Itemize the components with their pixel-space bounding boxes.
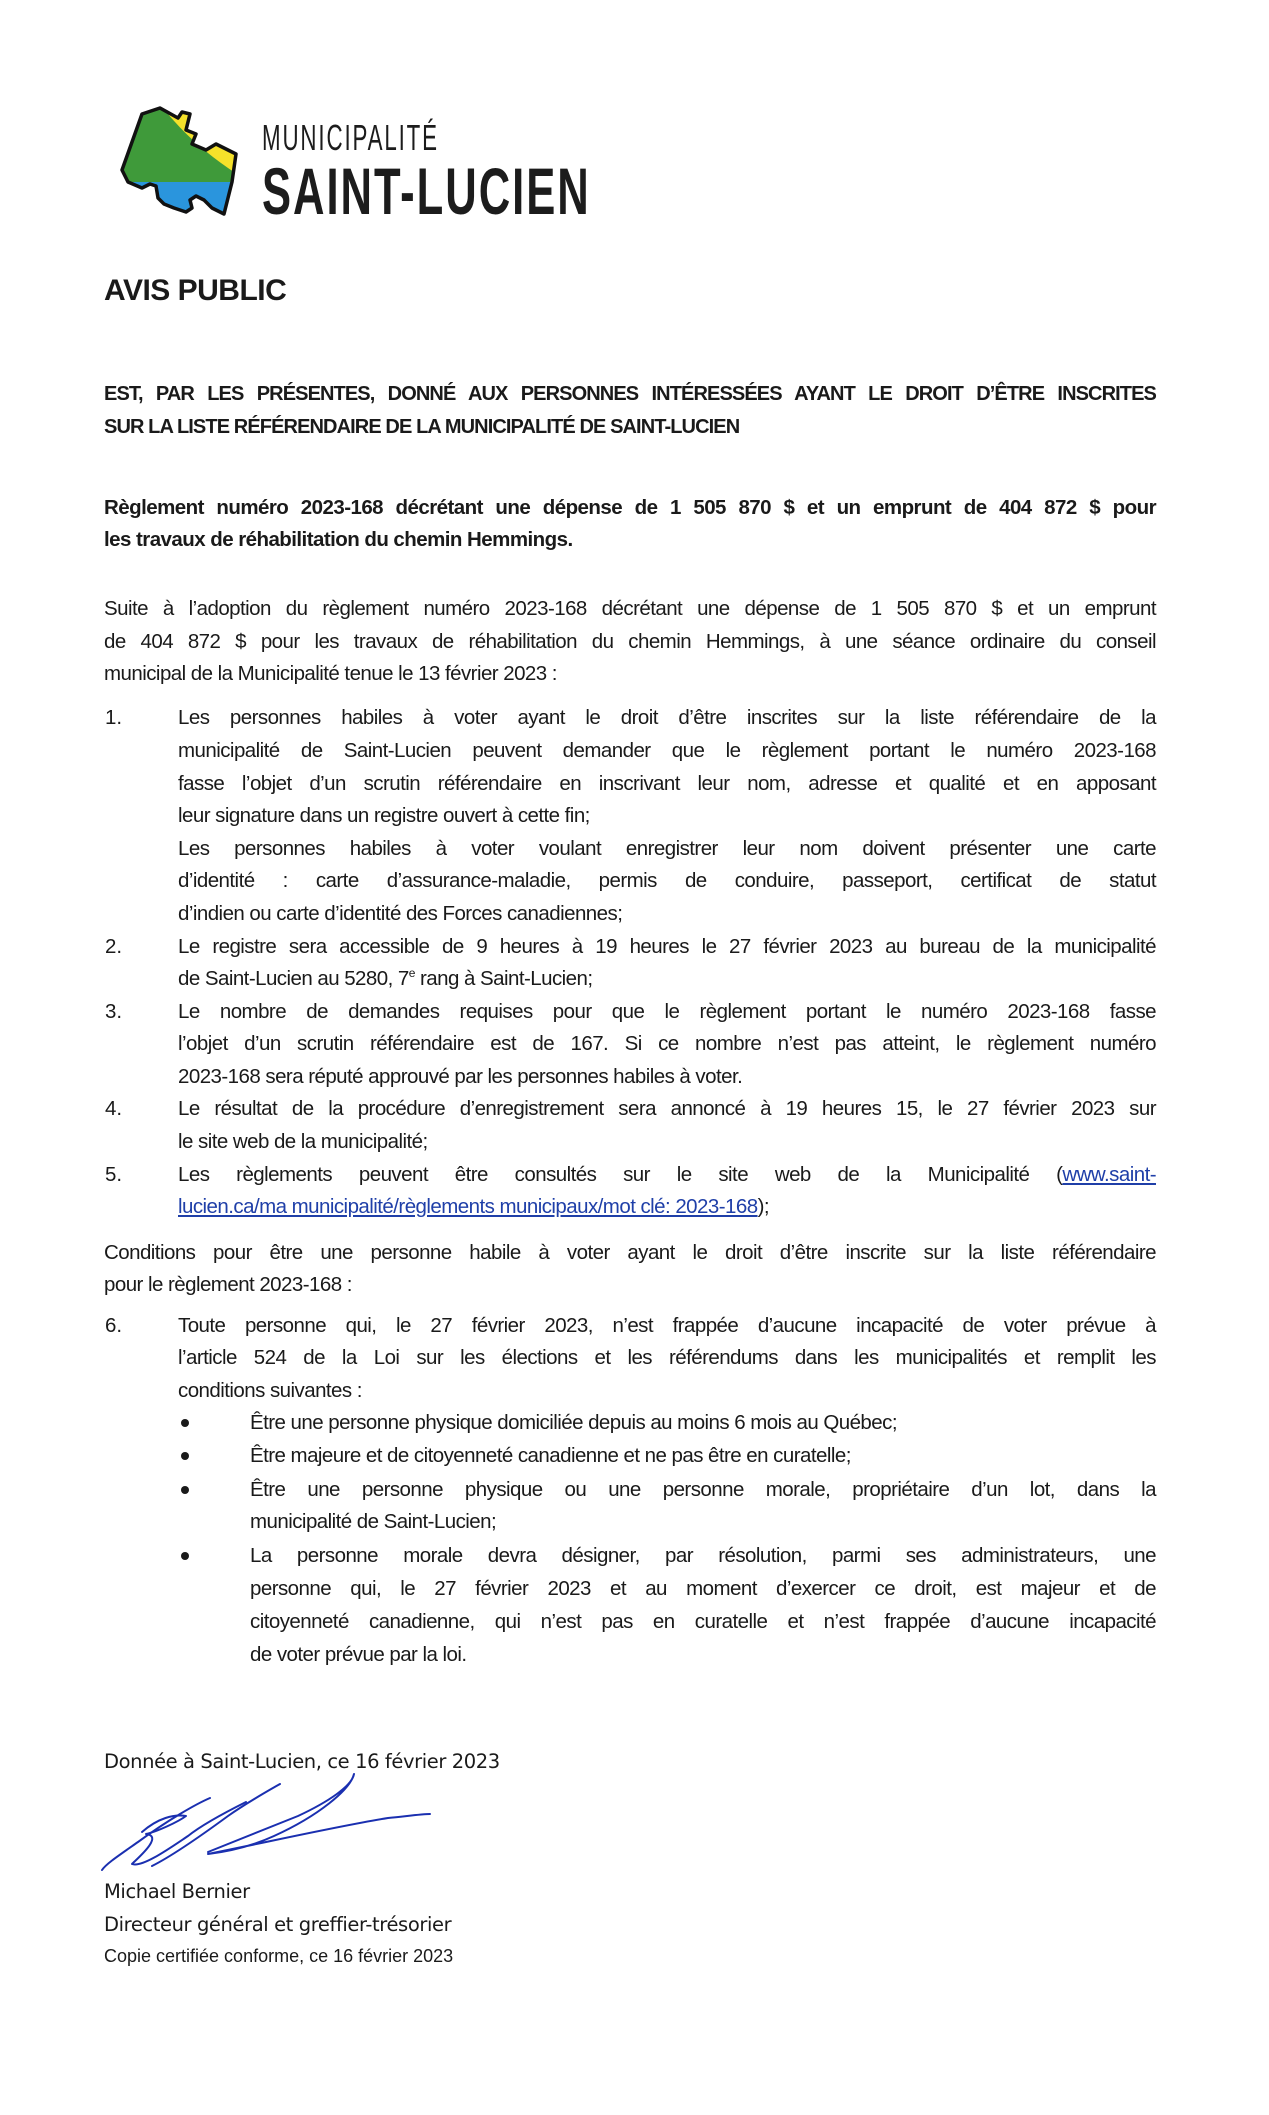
intro-line: Suite à l’adoption du règlement numéro 2023-168 décrétant une dépense de 1 505 870 $ et un emprunt bbox=[104, 597, 1156, 620]
handwritten-signature-icon bbox=[98, 1772, 438, 1882]
certified-copy-note: Copie certifiée conforme, ce 16 février 2023 bbox=[104, 1946, 454, 1966]
bullet-icon bbox=[181, 1452, 189, 1460]
bullet-line: personne qui, le 27 février 2023 et au moment d’exercer ce droit, est majeur et de bbox=[250, 1577, 1156, 1600]
signer-title: Directeur général et greffier-trésorier bbox=[104, 1913, 452, 1936]
bullet-icon bbox=[181, 1486, 189, 1494]
bylaws-website-link[interactable]: www.saint- bbox=[1062, 1163, 1156, 1186]
given-at-date: Donnée à Saint-Lucien, ce 16 février 2023 bbox=[104, 1750, 500, 1773]
list-item-line bbox=[178, 1190, 1156, 1223]
conditions-line: Conditions pour être une personne habile à voter ayant le droit d’être inscrite sur la liste référendaire bbox=[104, 1241, 1156, 1264]
list-number: 3. bbox=[105, 1000, 123, 1023]
list-item-line: leur signature dans un registre ouvert à cette fin; bbox=[178, 804, 590, 827]
list-item-line: Les personnes habiles à voter voulant enregistrer leur nom doivent présenter une carte bbox=[178, 837, 1156, 860]
item-5-text-end: ); bbox=[757, 1195, 769, 1218]
ordinal-superscript: e bbox=[408, 966, 415, 980]
list-number: 2. bbox=[105, 935, 123, 958]
bullet-line: municipalité de Saint-Lucien; bbox=[250, 1510, 497, 1533]
list-item-line: l’objet d’un scrutin référendaire est de 167. Si ce nombre n’est pas atteint, le règlement numéro bbox=[178, 1032, 1156, 1055]
logo-saint-lucien-text: SAINT-LUCIEN bbox=[262, 154, 591, 228]
list-number: 4. bbox=[105, 1097, 123, 1120]
list-item-line: Toute personne qui, le 27 février 2023, n’est frappée d’aucune incapacité de voter prévue à bbox=[178, 1314, 1156, 1337]
list-item-line bbox=[178, 1158, 1156, 1191]
logo-municipalite-text: MUNICIPALITÉ bbox=[262, 117, 439, 158]
bullet-line: Être majeure et de citoyenneté canadienne et ne pas être en curatelle; bbox=[250, 1444, 851, 1467]
list-item-line: Le nombre de demandes requises pour que le règlement portant le numéro 2023-168 fasse bbox=[178, 1000, 1156, 1023]
list-item-line: Le registre sera accessible de 9 heures à 19 heures le 27 février 2023 au bureau de la municipalité bbox=[178, 935, 1156, 958]
preamble-line: SUR LA LISTE RÉFÉRENDAIRE DE LA MUNICIPALITÉ DE SAINT-LUCIEN bbox=[104, 416, 740, 438]
bullet-line: La personne morale devra désigner, par résolution, parmi ses administrateurs, une bbox=[250, 1544, 1156, 1567]
list-item-line: municipalité de Saint-Lucien peuvent demander que le règlement portant le numéro 2023-168 bbox=[178, 739, 1156, 762]
list-item-line: fasse l’objet d’un scrutin référendaire en inscrivant leur nom, adresse et qualité et en apposant bbox=[178, 772, 1156, 795]
list-item-line: d’indien ou carte d’identité des Forces canadiennes; bbox=[178, 902, 623, 925]
list-item-line: l’article 524 de la Loi sur les élections et les référendums dans les municipalités et remplit les bbox=[178, 1346, 1156, 1369]
address-text: de Saint-Lucien au 5280, 7 bbox=[178, 967, 409, 990]
list-number: 1. bbox=[105, 706, 123, 729]
list-item-line: Le résultat de la procédure d’enregistrement sera annoncé à 19 heures 15, le 27 février 2023 sur bbox=[178, 1097, 1156, 1120]
address-text-end: rang à Saint-Lucien; bbox=[414, 967, 593, 990]
list-item-line bbox=[178, 962, 1156, 995]
municipality-logo-icon bbox=[120, 104, 248, 220]
bullet-line: Être une personne physique ou une personne morale, propriétaire d’un lot, dans la bbox=[250, 1478, 1156, 1501]
page-title: AVIS PUBLIC bbox=[104, 274, 287, 307]
bullet-line: citoyenneté canadienne, qui n’est pas en curatelle et n’est frappée d’aucune incapacité bbox=[250, 1610, 1156, 1633]
preamble-line: EST, PAR LES PRÉSENTES, DONNÉ AUX PERSONNES INTÉRESSÉES AYANT LE DROIT D’ÊTRE INSCRITES bbox=[104, 383, 1156, 405]
signer-name: Michael Bernier bbox=[104, 1880, 250, 1903]
bylaw-title-line: les travaux de réhabilitation du chemin Hemmings. bbox=[104, 528, 573, 551]
bullet-icon bbox=[181, 1419, 189, 1427]
conditions-line: pour le règlement 2023-168 : bbox=[104, 1273, 352, 1296]
list-number: 6. bbox=[105, 1314, 123, 1337]
list-number: 5. bbox=[105, 1163, 123, 1186]
bullet-icon bbox=[181, 1552, 189, 1560]
list-item-line: le site web de la municipalité; bbox=[178, 1130, 428, 1153]
list-item-line: conditions suivantes : bbox=[178, 1379, 362, 1402]
list-item-line: Les personnes habiles à voter ayant le droit d’être inscrites sur la liste référendaire de la bbox=[178, 706, 1156, 729]
intro-line: de 404 872 $ pour les travaux de réhabilitation du chemin Hemmings, à une séance ordinaire du conseil bbox=[104, 630, 1156, 653]
item-5-text: Les règlements peuvent être consultés sur le site web de la Municipalité ( bbox=[178, 1163, 1063, 1186]
intro-line: municipal de la Municipalité tenue le 13 février 2023 : bbox=[104, 662, 557, 685]
bylaws-website-link-continued[interactable]: lucien.ca/ma municipalité/règlements municipaux/mot clé: 2023-168 bbox=[178, 1195, 758, 1218]
list-item-line: 2023-168 sera réputé approuvé par les personnes habiles à voter. bbox=[178, 1065, 743, 1088]
list-item-line: d’identité : carte d’assurance-maladie, permis de conduire, passeport, certificat de statut bbox=[178, 869, 1156, 892]
bullet-line: Être une personne physique domiciliée depuis au moins 6 mois au Québec; bbox=[250, 1411, 897, 1434]
bylaw-title-line: Règlement numéro 2023-168 décrétant une dépense de 1 505 870 $ et un emprunt de 404 872 $ pour bbox=[104, 496, 1156, 519]
bullet-line: de voter prévue par la loi. bbox=[250, 1643, 467, 1666]
